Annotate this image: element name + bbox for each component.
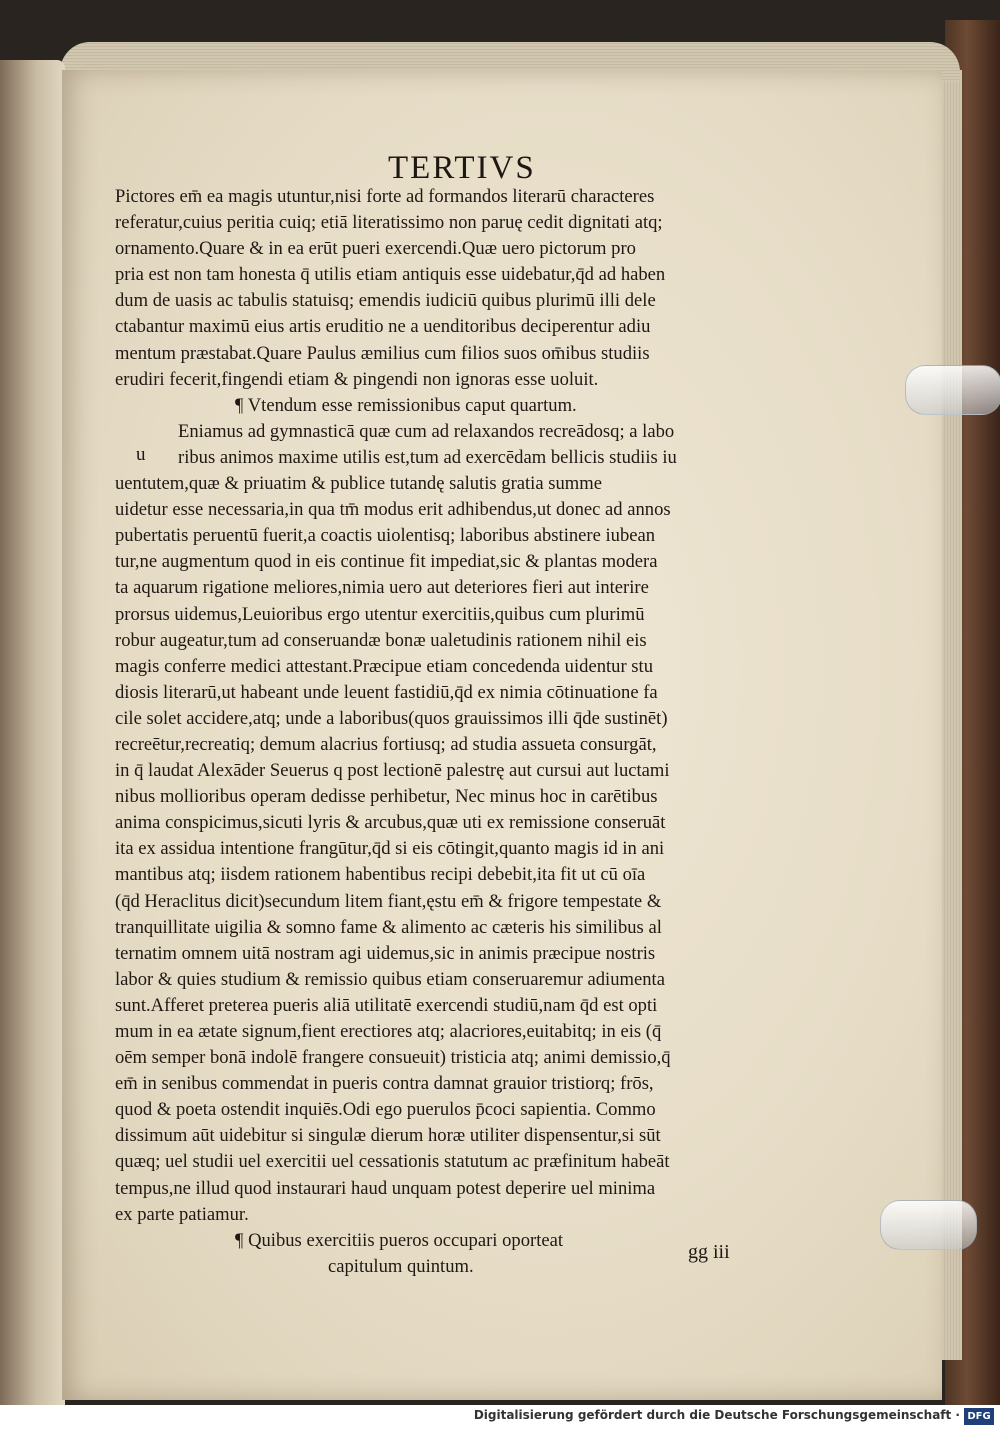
section-heading: ¶ Quibus exercitiis pueros occupari oporteat: [235, 1229, 564, 1251]
text-line: ex parte patiamur.: [115, 1203, 249, 1225]
left-page-curl: [0, 60, 65, 1405]
text-line: ctabantur maximū eius artis eruditio ne a uenditoribus deciperentur adiu: [115, 316, 651, 338]
page-clip-top: [905, 365, 1000, 415]
text-line: erudiri fecerit,fingendi etiam & pingendi non ignoras esse uoluit.: [115, 368, 599, 390]
text-line: uidetur esse necessaria,in qua tm̄ modus erit adhibendus,ut donec ad annos: [115, 499, 671, 521]
text-line: ornamento.Quare & in ea erūt pueri exercendi.Quæ uero pictorum pro: [115, 238, 636, 260]
text-line: Pictores em̄ ea magis utuntur,nisi forte ad formandos literarū characteres: [115, 186, 655, 207]
text-line: oēm semper bonā indolē frangere consueuit) tristicia atq; animi demissio,q̄: [115, 1047, 671, 1069]
signature-mark: gg iii: [688, 1241, 730, 1263]
footer-bar: [0, 1405, 1000, 1429]
dfg-logo: DFG: [964, 1408, 994, 1425]
text-line: quod & poeta ostendit inquiēs.Odi ego puerulos p̄coci sapientia. Commo: [115, 1099, 656, 1121]
text-line: dissimum aūt uidebitur si singulæ dierum horæ utiliter dispensentur,si sūt: [115, 1125, 661, 1147]
text-line: labor & quies studium & remissio quibus etiam conseruaremur adiumenta: [115, 968, 665, 990]
text-line: diosis literarū,ut habeant unde leuent fastidiū,q̄d ex nimia cōtinuatione fa: [115, 681, 658, 703]
funding-note: Digitalisierung gefördert durch die Deutsche Forschungsgemeinschaft ·: [473, 1408, 960, 1422]
text-line: nibus mollioribus operam dedisse perhibetur, Nec minus hoc in carētibus: [115, 786, 658, 808]
text-line: mantibus atq; iisdem rationem habentibus recipi debebit,ita fit ut cū oīa: [115, 864, 646, 886]
text-line: pubertatis peruentū fuerit,a coactis uiolentisq; laboribus abstinere iubean: [115, 525, 656, 547]
text-line: recreētur,recreatiq; demum alacrius fortiusq; ad studia assueta consurgāt,: [115, 733, 657, 755]
text-line: (q̄d Heraclitus dicit)secundum litem fiant,ęstu em̄ & frigore tempestate &: [115, 890, 662, 912]
text-line: ta aquarum rigatione meliores,nimia uero aut deteriores fieri aut interire: [115, 577, 649, 599]
page-edges: [940, 70, 962, 1360]
text-line: tur,ne augmentum quod in eis continue fit impediat,sic & plantas modera: [115, 551, 658, 573]
running-head: TERTIVS: [388, 150, 536, 186]
text-line: uentutem,quæ & priuatim & publice tutandę salutis gratia summe: [115, 473, 602, 495]
text-line: em̄ in senibus commendat in pueris contra damnat grauior tristiorq; frōs,: [115, 1073, 654, 1095]
text-line: mentum præstabat.Quare Paulus æmilius cum filios suos om̄ibus studiis: [115, 342, 650, 364]
text-line: Eniamus ad gymnasticā quæ cum ad relaxandos recreādosq; a labo: [178, 420, 675, 442]
text-line: anima conspicimus,sicuti lyris & arcubus,quæ uti ex remissione conseruāt: [115, 812, 666, 834]
marginal-guide-letter: u: [136, 444, 146, 465]
body-text: [115, 184, 815, 1280]
section-heading: capitulum quintum.: [328, 1255, 474, 1277]
text-line: quæq; uel studii uel exercitii uel cessationis statutum ac præfinitum habeāt: [115, 1151, 670, 1173]
section-heading: ¶ Vtendum esse remissionibus caput quartum.: [235, 394, 577, 416]
text-line: tranquillitate uigilia & somno fame & alimento ac cæteris his similibus al: [115, 916, 662, 938]
text-line: prorsus uidemus,Leuioribus ergo utentur exercitiis,quibus cum plurimū: [115, 603, 645, 625]
text-line: ternatim omnem uitā nostram agi uidemus,sic in animis præcipue nostris: [115, 942, 656, 964]
text-line: robur augeatur,tum ad conseruandæ bonæ ualetudinis rationem nihil eis: [115, 629, 647, 651]
page-clip-bottom: [880, 1200, 977, 1250]
text-line: ita ex assidua intentione frangūtur,q̄d si eis cōtingit,quanto magis id in ani: [115, 838, 665, 860]
text-line: sunt.Afferet preterea pueris aliā utilitatē exercendi studiū,nam q̄d est opti: [115, 994, 658, 1016]
text-line: in q̄ laudat Alexāder Seuerus q post lectionē palestrę aut cursui aut luctami: [115, 760, 670, 782]
text-line: dum de uasis ac tabulis statuisq; emendis iudiciū quibus plurimū illi dele: [115, 290, 656, 312]
text-line: pria est non tam honesta q̄ utilis etiam antiquis esse uidebatur,q̄d ad haben: [115, 264, 666, 286]
text-line: referatur,cuius peritia cuiq; etiā literatissimo non paruę cedit dignitati atq;: [115, 212, 663, 234]
text-line: cile solet accidere,atq; unde a laboribus(quos grauissimos illi q̄de sustinēt): [115, 707, 668, 729]
text-line: magis conferre medici attestant.Præcipue etiam concedenda uidentur stu: [115, 655, 653, 677]
text-line: tempus,ne illud quod instaurari haud unquam potest deperire uel minima: [115, 1177, 656, 1199]
text-line: mum in ea ætate signum,fient erectiores atq; alacriores,euitabitq; in eis (q̄: [115, 1021, 662, 1042]
text-line: ribus animos maxime utilis est,tum ad exercēdam bellicis studiis iu: [178, 446, 677, 468]
